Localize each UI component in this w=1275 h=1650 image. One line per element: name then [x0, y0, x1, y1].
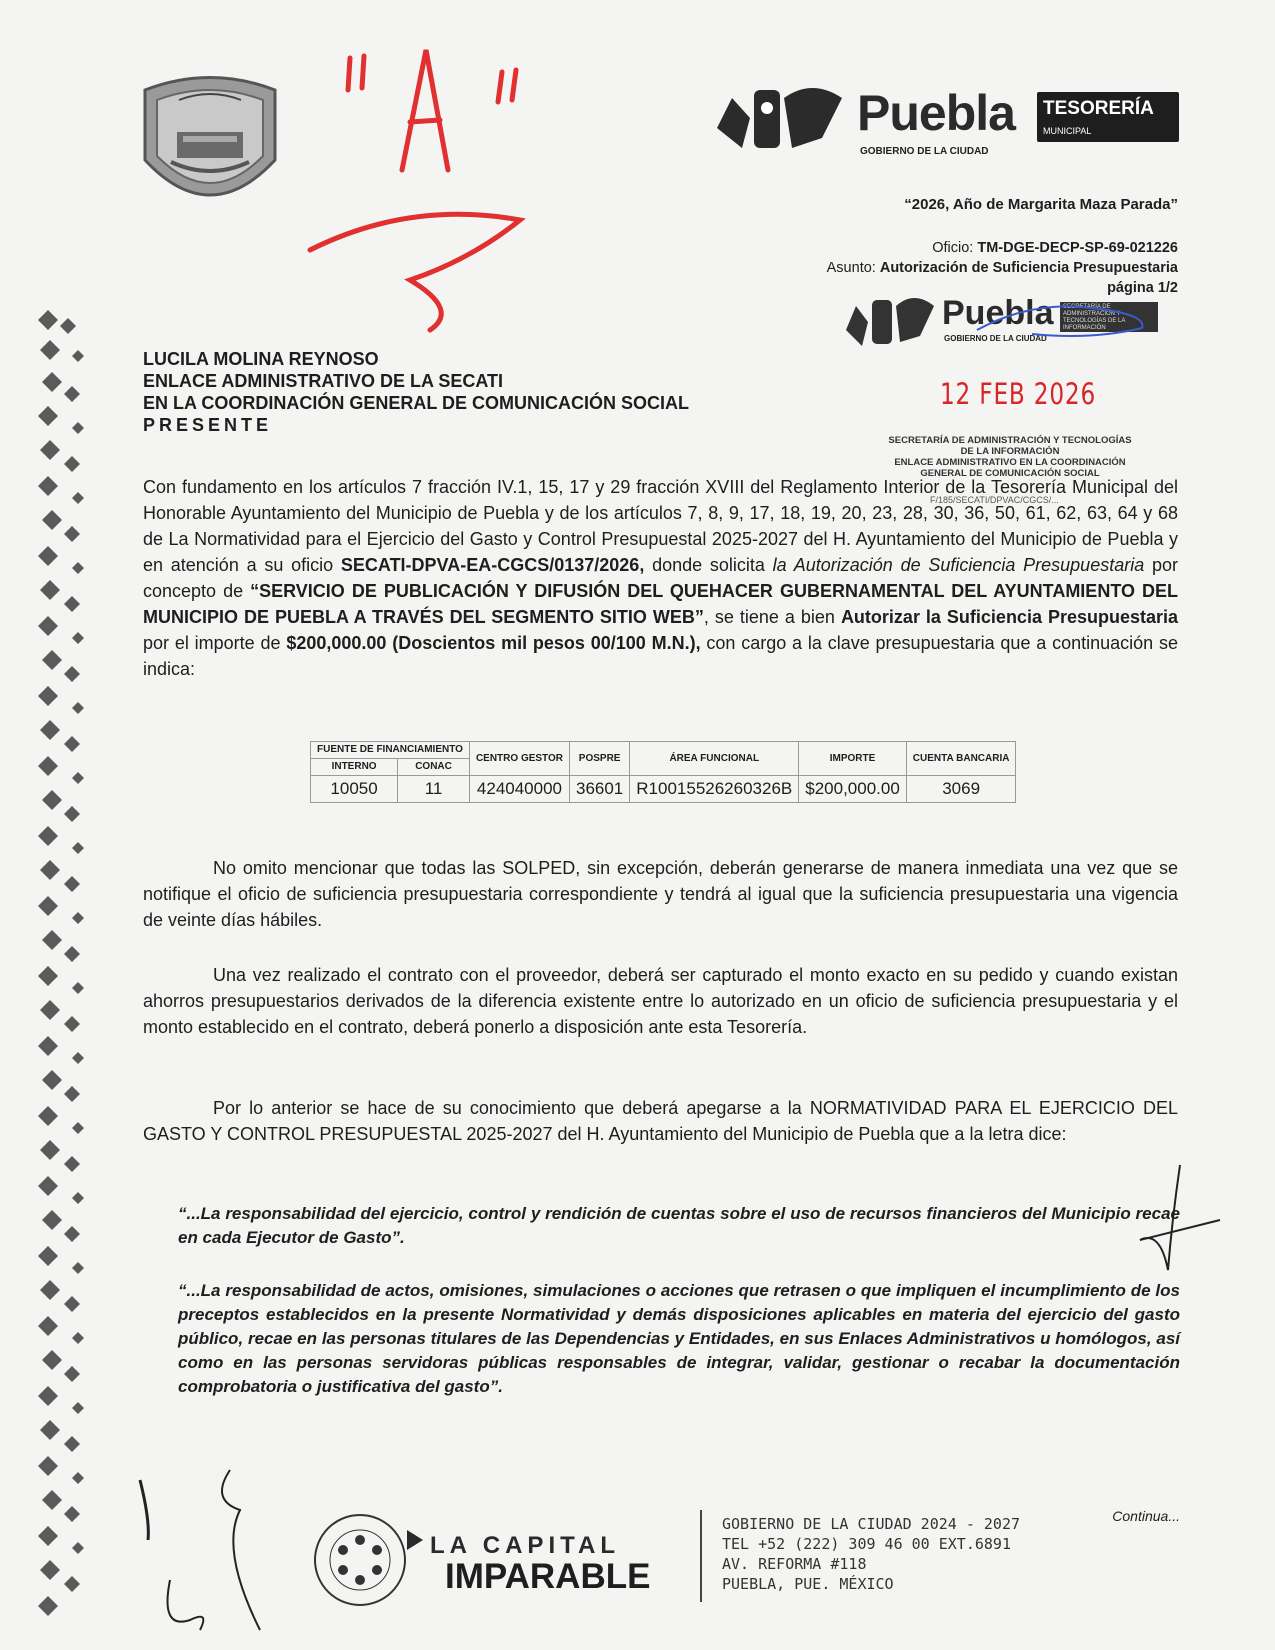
receipt-stamp-logo: [842, 290, 1192, 354]
cell-importe: $200,000.00: [799, 776, 907, 803]
addressee-name: LUCILA MOLINA REYNOSO: [143, 349, 379, 369]
addressee-greeting: PRESENTE: [143, 415, 273, 435]
cell-conac: 11: [398, 776, 470, 803]
stamp-secretaria-box: SECRETARÍA DE ADMINISTRACIÓN Y TECNOLOGÍAS DE LA INFORMACIÓN: [1060, 302, 1158, 332]
cell-pospre: 36601: [569, 776, 629, 803]
footer-line-4: PUEBLA, PUE. MÉXICO: [722, 1575, 894, 1593]
quote-responsabilidad-actos: “...La responsabilidad de actos, omisiones, simulaciones o acciones que retrasen o que impliquen el incumplimiento de los preceptos establecidos en la presente Normatividad y demás disposiciones aplicables en materia del ejercicio del gasto público, recae en las personas titulares de las Dependencias y Entidades, en sus Enlaces Administrativos u homólogos, así como en las personas servidoras públicas responsables de integrar, validar, gestionar o recabar la documentación comprobatoria o justificativa del gasto”.: [178, 1281, 1180, 1396]
handwritten-annotation-mark: [290, 30, 550, 350]
stamp-line-3: ENLACE ADMINISTRATIVO EN LA COORDINACIÓN: [894, 457, 1126, 468]
footer-line-3: AV. REFORMA #118: [722, 1555, 867, 1573]
asunto-label: Asunto:: [826, 260, 876, 276]
decorative-border: [38, 310, 100, 1620]
continua-label: Continua...: [1112, 1508, 1180, 1524]
cell-area: R10015526260326B: [630, 776, 799, 803]
initials-signatures: [130, 1460, 310, 1640]
addressee-block: [143, 348, 689, 436]
col-centro: CENTRO GESTOR: [469, 742, 569, 776]
oficio-line: [660, 238, 1178, 258]
brand-name: Puebla: [857, 85, 1015, 141]
footer-line-2: TEL +52 (222) 309 46 00 EXT.6891: [722, 1535, 1011, 1553]
stamp-text: [850, 435, 1170, 479]
p1-italic: la Autorización de Suficiencia Presupuestaria: [772, 555, 1145, 575]
year-title: “2026, Año de Margarita Maza Parada”: [904, 196, 1178, 213]
col-conac: CONAC: [398, 759, 470, 776]
oficio-number: TM-DGE-DECP-SP-69-021226: [977, 240, 1178, 256]
col-cuenta: CUENTA BANCARIA: [906, 742, 1016, 776]
col-pospre: POSPRE: [569, 742, 629, 776]
budget-table: [310, 741, 1016, 803]
stamp-brand-subtitle: GOBIERNO DE LA CIUDAD: [944, 334, 1047, 343]
col-interno: INTERNO: [311, 759, 398, 776]
paragraph-solped: No omito mencionar que todas las SOLPED, sin excepción, deberán generarse de manera inmediata una vez que se notifique el oficio de suficiencia presupuestaria correspondiente y tendrá al igual que la suficiencia presupuestaria una vigencia de veinte días hábiles.: [143, 858, 1178, 930]
tesoreria-title: TESORERÍA: [1043, 98, 1154, 119]
footer-divider: [700, 1510, 702, 1602]
footer-contact: [722, 1514, 1020, 1594]
reference-block: [660, 238, 1178, 298]
p1-text-e: por el importe de: [143, 633, 287, 653]
stamp-line-2: DE LA INFORMACIÓN: [960, 446, 1060, 457]
p1-concepto: “SERVICIO DE PUBLICACIÓN Y DIFUSIÓN DEL QUEHACER GUBERNAMENTAL DEL AYUNTAMIENTO DEL MUNICIPIO DE PUEBLA A TRAVÉS DEL SEGMENTO SITIO WEB”: [143, 581, 1179, 627]
cell-centro: 424040000: [469, 776, 569, 803]
page-label: página 1/2: [1107, 280, 1178, 296]
p1-text-d: , se tiene a bien: [703, 607, 841, 627]
p1-text-f: con cargo a la clave presupuestaria que a continuación se indica:: [143, 633, 1178, 679]
stamp-brand-name: Puebla: [942, 294, 1054, 332]
p1-text-b: donde solicita: [644, 555, 773, 575]
cell-interno: 10050: [311, 776, 398, 803]
slogan-line-1: LA CAPITAL: [430, 1532, 620, 1559]
signature-right: [1120, 1160, 1230, 1280]
paragraph-normatividad: Por lo anterior se hace de su conocimiento que deberá apegarse a la NORMATIVIDAD PARA EL EJERCICIO DEL GASTO Y CONTROL PRESUPUESTAL 2025-2027 del H. Ayuntamiento del Municipio de Puebla que a la letra dice:: [143, 1098, 1178, 1144]
brand-subtitle: GOBIERNO DE LA CIUDAD: [860, 146, 989, 157]
municipal-seal: [135, 70, 285, 220]
igualdad-laboral-badge: [310, 1510, 410, 1610]
p1-importe: $200,000.00 (Doscientos mil pesos 00/100 M.N.),: [286, 633, 701, 653]
table-row: [311, 776, 1016, 803]
p1-text-c: por concepto de: [143, 555, 1178, 601]
stamp-logo-icon: [842, 290, 937, 350]
footer-line-1: GOBIERNO DE LA CIUDAD 2024 - 2027: [722, 1515, 1021, 1533]
brand-header: [712, 70, 1182, 170]
stamp-line-4: GENERAL DE COMUNICACIÓN SOCIAL: [920, 468, 1100, 479]
cell-cuenta: 3069: [906, 776, 1016, 803]
p1-autorizar: Autorizar la Suficiencia Presupuestaria: [840, 607, 1179, 627]
tesoreria-subtitle: MUNICIPAL: [1043, 126, 1092, 136]
capital-wing-left-icon: [405, 1528, 425, 1552]
addressee-role-2: EN LA COORDINACIÓN GENERAL DE COMUNICACIÓN SOCIAL: [143, 393, 690, 413]
slogan-line-2: IMPARABLE: [445, 1557, 651, 1596]
stamp-line-1: SECRETARÍA DE ADMINISTRACIÓN Y TECNOLOGÍAS: [888, 435, 1132, 446]
col-importe: IMPORTE: [799, 742, 907, 776]
p1-oficio: SECATI-DPVA-EA-CGCS/0137/2026,: [340, 555, 645, 575]
addressee-role-1: ENLACE ADMINISTRATIVO DE LA SECATI: [143, 371, 503, 391]
col-fuente: FUENTE DE FINANCIAMIENTO: [311, 742, 470, 759]
col-area: ÁREA FUNCIONAL: [630, 742, 799, 776]
stamp-reference: F/185/SECATI/DPVAC/CGCS/...: [930, 495, 1059, 505]
stamp-date: 12 FEB 2026: [940, 377, 1097, 411]
paragraph-fundamento: [143, 474, 1178, 682]
puebla-logo-icon: [712, 78, 852, 158]
asunto-text: Autorización de Suficiencia Presupuestaria: [879, 260, 1178, 276]
paragraph-contrato: Una vez realizado el contrato con el proveedor, deberá ser capturado el monto exacto en su pedido y cuando existan ahorros presupuestarios derivados de la diferencia existente entre lo autorizado en un oficio de suficiencia presupuestaria y el monto establecido en el contrato, deberá ponerlo a disposición ante esta Tesorería.: [143, 965, 1178, 1037]
p1-text-a: Con fundamento en los artículos 7 fracción IV.1, 15, 17 y 29 fracción XVIII del Reglamento Interior de la Tesorería Municipal del Honorable Ayuntamiento del Municipio de Puebla y de los artículos 7, 8, 9, 17, 18, 19, 20, 23, 28, 30, 36, 50, 61, 62, 63, 64 y 68 de La Normatividad para el Ejercicio del Gasto y Control Presupuestal 2025-2027 del H. Ayuntamiento del Municipio de Puebla y en atención a su oficio: [143, 477, 1178, 575]
tesoreria-badge: [1037, 92, 1179, 142]
quote-responsabilidad-ejercicio: “...La responsabilidad del ejercicio, control y rendición de cuentas sobre el uso de recursos financieros del Municipio recae en cada Ejecutor de Gasto”.: [178, 1204, 1180, 1247]
oficio-label: Oficio:: [932, 240, 974, 256]
asunto-line: [660, 258, 1178, 278]
table-header-row: [311, 742, 1016, 759]
blue-ink-scribble: [972, 300, 1152, 340]
